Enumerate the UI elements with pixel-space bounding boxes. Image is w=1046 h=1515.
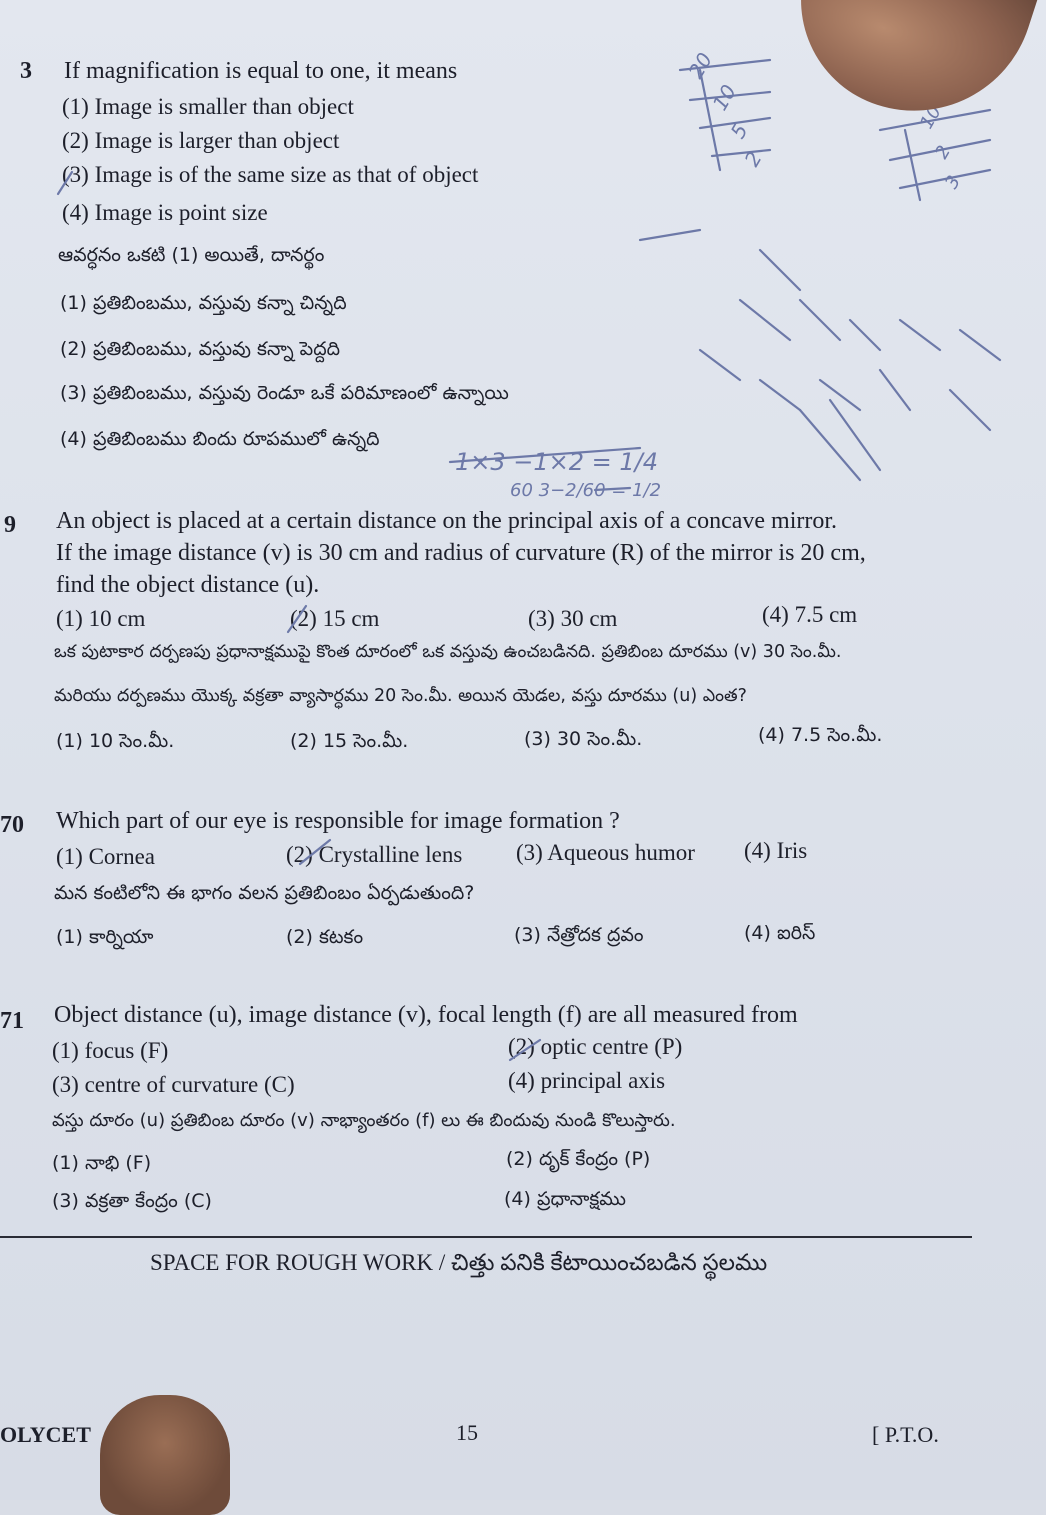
footer-exam-code: OLYCET <box>0 1422 91 1447</box>
telugu-stem: వస్తు దూరం (u) ప్రతిబింబ దూరం (v) నాభ్యాంతరం (f) లు ఈ బిందువు నుండి కొలుస్తారు. <box>52 1110 676 1131</box>
question-number: 71 <box>0 1008 24 1034</box>
option-4: (4) Iris <box>744 838 808 863</box>
question-stem-line-3: find the object distance (u). <box>56 572 320 598</box>
telugu-option-4: (4) ఐరిస్ <box>744 922 816 944</box>
telugu-option-4: (4) ప్రతిబింబము బిందు రూపములో ఉన్నది <box>60 428 380 450</box>
option-2: (2) Crystalline lens <box>286 842 463 867</box>
answer-mark-q71 <box>510 1040 540 1060</box>
telugu-option-4: (4) 7.5 సెం.మీ. <box>758 724 883 746</box>
rough-work-label: SPACE FOR ROUGH WORK / చిత్తు పనికి కేటాయించబడిన స్థలము <box>150 1250 768 1275</box>
hw-number: 3 <box>941 172 966 193</box>
telugu-option-4: (4) ప్రధానాక్షము <box>504 1188 626 1210</box>
telugu-option-3: (3) ప్రతిబింబము, వస్తువు రెండూ ఒకే పరిమాణంలో ఉన్నాయి <box>60 382 509 404</box>
telugu-option-3: (3) వక్రతా కేంద్రం (C) <box>52 1190 212 1212</box>
answer-mark-q70 <box>300 840 330 864</box>
telugu-option-1: (1) కార్నియా <box>56 926 154 948</box>
answer-mark-q68 <box>58 172 72 194</box>
option-2: (2) Image is larger than object <box>62 128 340 153</box>
telugu-option-3: (3) 30 సెం.మీ. <box>524 728 643 750</box>
question-stem: Object distance (u), image distance (v), focal length (f) are all measured from <box>54 1002 798 1028</box>
hw-number: 10 <box>707 80 742 115</box>
telugu-option-2: (2) ప్రతిబింబము, వస్తువు కన్నా పెద్దది <box>60 338 341 360</box>
question-stem: If magnification is equal to one, it means <box>64 58 458 84</box>
hw-equation: 1×3 −1×2 = 1/4 <box>455 448 659 476</box>
hw-number: 20 <box>683 48 718 83</box>
option-3: (3) Aqueous humor <box>516 840 695 865</box>
telugu-stem: ఆవర్ధనం ఒకటి (1) అయితే, దానర్థం <box>58 244 325 266</box>
option-1: (1) focus (F) <box>52 1038 169 1063</box>
question-number: 3 <box>20 58 32 84</box>
question-stem-line-2: If the image distance (v) is 30 cm and radius of curvature (R) of the mirror is 20 cm, <box>56 540 866 566</box>
answer-mark-q69 <box>288 606 306 632</box>
option-1: (1) Image is smaller than object <box>62 94 354 119</box>
option-4: (4) principal axis <box>508 1068 666 1093</box>
option-4: (4) Image is point size <box>62 200 268 225</box>
telugu-option-1: (1) నాభి (F) <box>52 1152 152 1174</box>
question-number: 9 <box>4 512 16 538</box>
option-1: (1) Cornea <box>56 844 155 869</box>
option-3: (3) centre of curvature (C) <box>52 1072 295 1097</box>
telugu-option-2: (2) కటకం <box>286 926 364 948</box>
telugu-option-2: (2) 15 సెం.మీ. <box>290 730 409 752</box>
option-4: (4) 7.5 cm <box>762 602 858 627</box>
hw-equation-2: 60 3−2/60 = 1/2 <box>510 480 662 501</box>
question-number: 70 <box>0 812 24 838</box>
hw-number: 10 <box>916 102 946 133</box>
option-1: (1) 10 cm <box>56 606 146 631</box>
telugu-option-2: (2) దృక్ కేంద్రం (P) <box>506 1148 651 1170</box>
telugu-stem-line-1: ఒక పుటాకార దర్పణపు ప్రధానాక్షముపై కొంత దూరంలో ఒక వస్తువు ఉంచబడినది. ప్రతిబింబ దూరము (v) 30 సెం.మీ. <box>54 642 842 662</box>
page-number: 15 <box>456 1420 478 1445</box>
pto-label: [ P.T.O. <box>872 1422 939 1447</box>
telugu-option-3: (3) నేత్రోదక ద్రవం <box>514 924 644 946</box>
telugu-stem: మన కంటిలోని ఈ భాగం వలన ప్రతిబింబం ఏర్పడుతుంది? <box>54 882 475 904</box>
finger-photo-overlay <box>100 1395 230 1515</box>
option-2: (2) optic centre (P) <box>508 1034 683 1059</box>
telugu-option-1: (1) 10 సెం.మీ. <box>56 730 175 752</box>
hw-number: 2 <box>931 142 956 163</box>
option-3: (3) Image is of the same size as that of object <box>62 162 479 187</box>
telugu-stem-line-2: మరియు దర్పణము యొక్క వక్రతా వ్యాసార్ధము 20 సెం.మీ. అయిన యెడల, వస్తు దూరము (u) ఎంత? <box>54 686 747 706</box>
question-stem-line-1: An object is placed at a certain distance on the principal axis of a concave mirror. <box>56 508 838 534</box>
question-stem: Which part of our eye is responsible for image formation ? <box>56 808 620 834</box>
option-2: (2) 15 cm <box>290 606 380 631</box>
hw-number: 2 <box>739 147 767 171</box>
telugu-option-1: (1) ప్రతిబింబము, వస్తువు కన్నా చిన్నది <box>60 292 347 314</box>
hw-number: 5 <box>725 119 753 143</box>
option-3: (3) 30 cm <box>528 606 618 631</box>
